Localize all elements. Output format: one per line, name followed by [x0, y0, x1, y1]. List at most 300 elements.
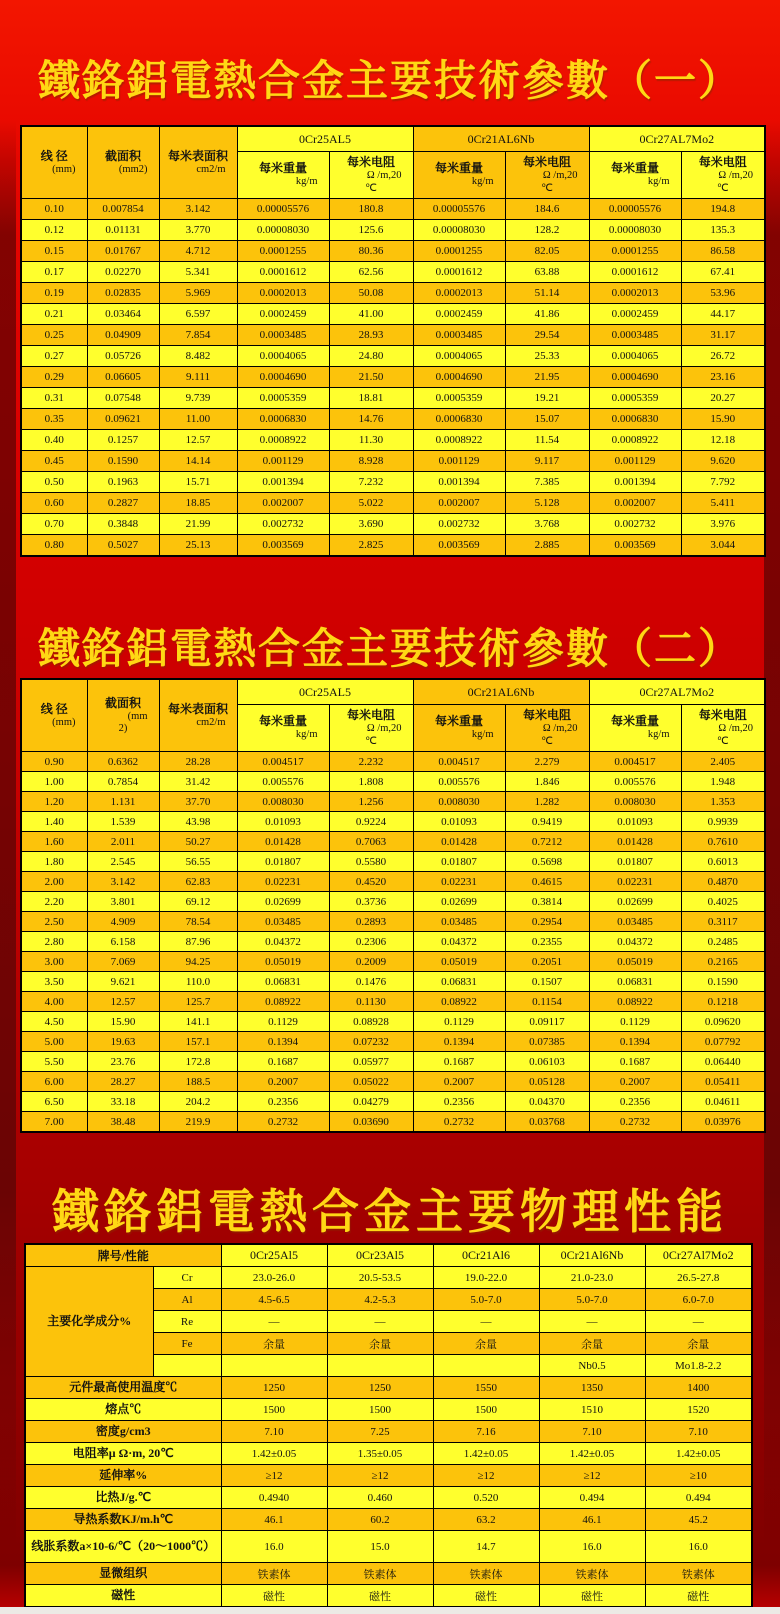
cell: — — [539, 1311, 645, 1333]
cell — [221, 1355, 327, 1377]
cell: 0.10 — [21, 199, 87, 220]
alloy-header: 0Cr25Al5 — [221, 1244, 327, 1267]
cell: 0.1507 — [505, 972, 589, 992]
cell: 0.2007 — [413, 1072, 505, 1092]
cell: 0.01807 — [237, 852, 329, 872]
cell: 0.2732 — [589, 1112, 681, 1133]
cell: 2.545 — [87, 852, 159, 872]
cell: 16.0 — [539, 1531, 645, 1563]
property-label: 密度g/cm3 — [25, 1421, 221, 1443]
cell: 0.2306 — [329, 932, 413, 952]
cell: 0.001129 — [413, 451, 505, 472]
cell: 62.83 — [159, 872, 237, 892]
cell: 0.002007 — [413, 493, 505, 514]
cell: 0.04279 — [329, 1092, 413, 1112]
cell: 7.00 — [21, 1112, 87, 1133]
cell: 0.0008922 — [237, 430, 329, 451]
header-line: 每米电阻 — [698, 155, 747, 170]
cell: 0.003569 — [589, 535, 681, 557]
cell: 0.0001255 — [237, 241, 329, 262]
header-line: Ω /m,20 — [718, 723, 754, 735]
cell: 0.2355 — [505, 932, 589, 952]
cell: 2.00 — [21, 872, 87, 892]
cell: ≥12 — [433, 1465, 539, 1487]
cell: 25.13 — [159, 535, 237, 557]
cell: 46.1 — [539, 1509, 645, 1531]
table-row — [21, 852, 765, 872]
cell: 余量 — [645, 1333, 752, 1355]
cell: 0.45 — [21, 451, 87, 472]
cell: 125.7 — [159, 992, 237, 1012]
cell: 3.50 — [21, 972, 87, 992]
cell: 37.70 — [159, 792, 237, 812]
cell: 余量 — [433, 1333, 539, 1355]
cell: 2.80 — [21, 932, 87, 952]
cell: 21.95 — [505, 367, 589, 388]
cell: 44.17 — [681, 304, 765, 325]
table-row — [21, 772, 765, 792]
cell: 0.02270 — [87, 262, 159, 283]
cell: 0.03690 — [329, 1112, 413, 1133]
table-row — [21, 1012, 765, 1032]
cell: 0.00005576 — [237, 199, 329, 220]
header-line: 每米表面积 — [167, 701, 228, 716]
cell: 0.05019 — [413, 952, 505, 972]
cell: 1.35±0.05 — [327, 1443, 433, 1465]
cell: 0.005576 — [237, 772, 329, 792]
cell: 0.1963 — [87, 472, 159, 493]
cell: 3.690 — [329, 514, 413, 535]
cell: 0.3117 — [681, 912, 765, 932]
header-line: 截面积 — [104, 148, 141, 163]
cell: 0.2009 — [329, 952, 413, 972]
cell: 23.0-26.0 — [221, 1267, 327, 1289]
cell: 0.1129 — [589, 1012, 681, 1032]
property-label: 比热J/g.℃ — [25, 1487, 221, 1509]
table-row — [21, 346, 765, 367]
cell: 12.57 — [159, 430, 237, 451]
cell: 铁素体 — [433, 1563, 539, 1585]
alloy-header: 0Cr21Al6 — [433, 1244, 539, 1267]
sub-header-weight — [413, 705, 505, 752]
cell: 磁性 — [645, 1585, 752, 1608]
cell: 磁性 — [327, 1585, 433, 1608]
cell: 5.411 — [681, 493, 765, 514]
cell: 0.03485 — [413, 912, 505, 932]
cell: 1350 — [539, 1377, 645, 1399]
cell: 0.1394 — [237, 1032, 329, 1052]
cell: 0.03485 — [589, 912, 681, 932]
header-line: ℃ — [541, 735, 553, 747]
cell: 6.158 — [87, 932, 159, 952]
cell: 78.54 — [159, 912, 237, 932]
cell: 0.02835 — [87, 283, 159, 304]
cell: 31.17 — [681, 325, 765, 346]
cell: 0.03768 — [505, 1112, 589, 1133]
cell: 2.825 — [329, 535, 413, 557]
cell: 1.00 — [21, 772, 87, 792]
cell: 0.7610 — [681, 832, 765, 852]
cell: 0.0001255 — [413, 241, 505, 262]
sub-header-resistance — [681, 152, 765, 199]
cell: 1.42±0.05 — [539, 1443, 645, 1465]
header-line: Ω /m,20 — [718, 170, 754, 182]
cell: 135.3 — [681, 220, 765, 241]
cell: 0.01428 — [589, 832, 681, 852]
cell: 0.03464 — [87, 304, 159, 325]
cell: 0.90 — [21, 752, 87, 772]
cell: 0.1154 — [505, 992, 589, 1012]
header-line: 每米表面积 — [167, 148, 228, 163]
cell: 0.4520 — [329, 872, 413, 892]
cell: 0.40 — [21, 430, 87, 451]
table-row — [21, 493, 765, 514]
tech-params-table-1 — [20, 125, 766, 557]
cell: 0.003569 — [413, 535, 505, 557]
cell: 0.2165 — [681, 952, 765, 972]
cell: 0.05019 — [237, 952, 329, 972]
cell: 4.50 — [21, 1012, 87, 1032]
cell: 0.001129 — [589, 451, 681, 472]
cell: 0.02231 — [589, 872, 681, 892]
table-row — [21, 892, 765, 912]
cell: 0.01807 — [589, 852, 681, 872]
cell: 16.0 — [221, 1531, 327, 1563]
cell: 0.4940 — [221, 1487, 327, 1509]
header-line: cm2/m — [196, 716, 226, 728]
cell: 7.10 — [539, 1421, 645, 1443]
cell: 1500 — [433, 1399, 539, 1421]
cell: 12.57 — [87, 992, 159, 1012]
property-row — [25, 1585, 752, 1608]
table-row — [21, 241, 765, 262]
cell: 0.460 — [327, 1487, 433, 1509]
left-vignette — [0, 120, 16, 1550]
cell: 20.5-53.5 — [327, 1267, 433, 1289]
cell: 7.232 — [329, 472, 413, 493]
cell: 0.05726 — [87, 346, 159, 367]
cell: 0.29 — [21, 367, 87, 388]
table-row — [21, 535, 765, 557]
sub-header-weight — [589, 705, 681, 752]
property-row — [25, 1421, 752, 1443]
cell: 19.0-22.0 — [433, 1267, 539, 1289]
cell: 63.88 — [505, 262, 589, 283]
alloy-group-header: 0Cr27AL7Mo2 — [589, 679, 765, 705]
cell: 0.01093 — [237, 812, 329, 832]
cell: 6.00 — [21, 1072, 87, 1092]
cell: 0.1394 — [413, 1032, 505, 1052]
cell: 0.17 — [21, 262, 87, 283]
cell: 28.28 — [159, 752, 237, 772]
cell: Mo1.8-2.2 — [645, 1355, 752, 1377]
cell: 0.002007 — [589, 493, 681, 514]
table-row — [21, 952, 765, 972]
cell: 7.25 — [327, 1421, 433, 1443]
alloy-group-header: 0Cr27AL7Mo2 — [589, 126, 765, 152]
header-line: 每米重量 — [611, 714, 660, 729]
cell: 0.494 — [645, 1487, 752, 1509]
cell: 0.31 — [21, 388, 87, 409]
cell: 0.1476 — [329, 972, 413, 992]
col-header-diameter — [21, 679, 87, 752]
table-row — [21, 262, 765, 283]
cell: 0.005576 — [413, 772, 505, 792]
cell: 0.2356 — [589, 1092, 681, 1112]
cell: 14.76 — [329, 409, 413, 430]
cell: 0.001129 — [237, 451, 329, 472]
cell: 0.3814 — [505, 892, 589, 912]
cell: 0.0002013 — [589, 283, 681, 304]
cell: 0.1590 — [681, 972, 765, 992]
cell: 1.256 — [329, 792, 413, 812]
cell: 0.9224 — [329, 812, 413, 832]
alloy-header: 0Cr27Al7Mo2 — [645, 1244, 752, 1267]
sub-header-resistance — [329, 705, 413, 752]
cell: 0.04370 — [505, 1092, 589, 1112]
cell: 50.08 — [329, 283, 413, 304]
cell: 0.04611 — [681, 1092, 765, 1112]
cell: 21.50 — [329, 367, 413, 388]
cell: 0.0001612 — [589, 262, 681, 283]
property-label: 熔点℃ — [25, 1399, 221, 1421]
cell: ≥12 — [327, 1465, 433, 1487]
header-line: 截面积 — [104, 695, 141, 710]
cell: 0.0004065 — [413, 346, 505, 367]
cell: 0.2356 — [237, 1092, 329, 1112]
cell: 1.808 — [329, 772, 413, 792]
cell: 1550 — [433, 1377, 539, 1399]
cell: 1400 — [645, 1377, 752, 1399]
alloy-group-header: 0Cr25AL5 — [237, 126, 413, 152]
cell: 0.08928 — [329, 1012, 413, 1032]
cell: 0.08922 — [237, 992, 329, 1012]
cell: 铁素体 — [539, 1563, 645, 1585]
header-line: 线 径 — [40, 701, 68, 716]
cell: 1.42±0.05 — [433, 1443, 539, 1465]
cell: 2.232 — [329, 752, 413, 772]
chem-row — [25, 1267, 752, 1289]
cell: 0.007854 — [87, 199, 159, 220]
cell: 43.98 — [159, 812, 237, 832]
cell: 2.50 — [21, 912, 87, 932]
cell: 3.142 — [87, 872, 159, 892]
cell: 1.60 — [21, 832, 87, 852]
cell: 0.09620 — [681, 1012, 765, 1032]
cell: 9.621 — [87, 972, 159, 992]
cell: 128.2 — [505, 220, 589, 241]
cell: 0.0006830 — [237, 409, 329, 430]
sub-header-weight — [589, 152, 681, 199]
cell: 0.0002459 — [589, 304, 681, 325]
table-row — [21, 409, 765, 430]
cell: 1.539 — [87, 812, 159, 832]
cell: 0.5027 — [87, 535, 159, 557]
cell: 2.279 — [505, 752, 589, 772]
cell: 0.0004065 — [589, 346, 681, 367]
cell: 204.2 — [159, 1092, 237, 1112]
cell: 3.768 — [505, 514, 589, 535]
cell: 0.002732 — [237, 514, 329, 535]
element-cell: Fe — [153, 1333, 221, 1355]
header-line: ℃ — [365, 182, 377, 194]
cell: 5.0-7.0 — [539, 1289, 645, 1311]
cell: 24.80 — [329, 346, 413, 367]
cell: 3.801 — [87, 892, 159, 912]
cell: 0.0008922 — [589, 430, 681, 451]
cell: 0.01131 — [87, 220, 159, 241]
cell: 3.142 — [159, 199, 237, 220]
cell: 3.044 — [681, 535, 765, 557]
cell: 0.08922 — [589, 992, 681, 1012]
cell: 6.50 — [21, 1092, 87, 1112]
cell: 0.02231 — [413, 872, 505, 892]
cell: 0.2827 — [87, 493, 159, 514]
header-line: 每米电阻 — [698, 708, 747, 723]
cell: 0.03976 — [681, 1112, 765, 1133]
cell: 4.712 — [159, 241, 237, 262]
cell: 0.7063 — [329, 832, 413, 852]
cell: 11.30 — [329, 430, 413, 451]
cell: ≥12 — [221, 1465, 327, 1487]
cell: Nb0.5 — [539, 1355, 645, 1377]
cell: 41.00 — [329, 304, 413, 325]
property-label: 电阻率μ Ω·m, 20℃ — [25, 1443, 221, 1465]
col-header-surface — [159, 126, 237, 199]
cell: 110.0 — [159, 972, 237, 992]
property-row — [25, 1377, 752, 1399]
cell: 28.93 — [329, 325, 413, 346]
cell: 87.96 — [159, 932, 237, 952]
table-row — [21, 1032, 765, 1052]
cell: 0.00005576 — [589, 199, 681, 220]
cell: 0.07232 — [329, 1032, 413, 1052]
cell: 9.117 — [505, 451, 589, 472]
cell: 1.131 — [87, 792, 159, 812]
cell: 7.854 — [159, 325, 237, 346]
cell: 0.520 — [433, 1487, 539, 1509]
header-line: kg/m — [295, 729, 318, 741]
cell: 0.08922 — [413, 992, 505, 1012]
cell: 19.63 — [87, 1032, 159, 1052]
alloy-group-header: 0Cr21AL6Nb — [413, 126, 589, 152]
cell: 磁性 — [433, 1585, 539, 1608]
table-row — [21, 367, 765, 388]
cell: 1250 — [221, 1377, 327, 1399]
cell: — — [221, 1311, 327, 1333]
cell: 0.01767 — [87, 241, 159, 262]
cell: 0.0002459 — [413, 304, 505, 325]
cell: 21.99 — [159, 514, 237, 535]
cell: 0.0004690 — [589, 367, 681, 388]
cell: 7.069 — [87, 952, 159, 972]
header-line: (mm) — [52, 716, 76, 728]
cell: 1520 — [645, 1399, 752, 1421]
cell: 0.494 — [539, 1487, 645, 1509]
cell: 0.06605 — [87, 367, 159, 388]
cell: 0.0008922 — [413, 430, 505, 451]
header-row — [25, 1244, 752, 1267]
header-line: cm2/m — [196, 163, 226, 175]
cell: 0.2954 — [505, 912, 589, 932]
title-tech-params-1: 鐵鉻鋁電熱合金主要技術參數（一） — [37, 59, 742, 106]
cell: 0.4870 — [681, 872, 765, 892]
cell: 51.14 — [505, 283, 589, 304]
property-row — [25, 1563, 752, 1585]
corner-header-grade-property: 牌号/性能 — [25, 1244, 221, 1267]
cell: 0.12 — [21, 220, 87, 241]
cell: 铁素体 — [645, 1563, 752, 1585]
table-row — [21, 304, 765, 325]
cell: 18.85 — [159, 493, 237, 514]
cell: 0.1218 — [681, 992, 765, 1012]
cell: 9.620 — [681, 451, 765, 472]
cell: 1250 — [327, 1377, 433, 1399]
cell: 53.96 — [681, 283, 765, 304]
sub-header-resistance — [505, 705, 589, 752]
cell: 铁素体 — [221, 1563, 327, 1585]
header-line: kg/m — [471, 729, 494, 741]
property-label: 导热系数KJ/m.h℃ — [25, 1509, 221, 1531]
cell: 50.27 — [159, 832, 237, 852]
cell: 余量 — [327, 1333, 433, 1355]
cell: 0.05022 — [329, 1072, 413, 1092]
cell: 0.004517 — [413, 752, 505, 772]
sub-header-weight — [413, 152, 505, 199]
cell: 0.1130 — [329, 992, 413, 1012]
cell: 磁性 — [539, 1585, 645, 1608]
cell: 19.21 — [505, 388, 589, 409]
table-row — [21, 812, 765, 832]
table-row — [21, 872, 765, 892]
header-line: 每米重量 — [258, 161, 307, 176]
cell: 7.16 — [433, 1421, 539, 1443]
cell: — — [645, 1311, 752, 1333]
physical-props-table — [24, 1243, 753, 1608]
cell: 0.80 — [21, 535, 87, 557]
cell: 94.25 — [159, 952, 237, 972]
header-line: 每米重量 — [434, 161, 483, 176]
cell: 0.0006830 — [589, 409, 681, 430]
cell: 2.405 — [681, 752, 765, 772]
cell: 0.0004690 — [413, 367, 505, 388]
sub-header-weight — [237, 705, 329, 752]
cell: 0.02699 — [413, 892, 505, 912]
cell: 5.022 — [329, 493, 413, 514]
sub-header-resistance — [505, 152, 589, 199]
cell: 26.5-27.8 — [645, 1267, 752, 1289]
cell: 0.9939 — [681, 812, 765, 832]
cell: 63.2 — [433, 1509, 539, 1531]
cell: 0.01428 — [413, 832, 505, 852]
header-line: Ω /m,20 — [366, 170, 402, 182]
cell: 6.597 — [159, 304, 237, 325]
header-line: Ω /m,20 — [542, 723, 578, 735]
cell: 0.003569 — [237, 535, 329, 557]
cell: 0.02699 — [589, 892, 681, 912]
header-line: kg/m — [647, 729, 670, 741]
bottom-strip — [0, 1607, 780, 1614]
cell: 67.41 — [681, 262, 765, 283]
cell: 16.0 — [645, 1531, 752, 1563]
header-line: (mm) — [52, 163, 76, 175]
property-row — [25, 1399, 752, 1421]
cell: 0.004517 — [589, 752, 681, 772]
cell: 7.385 — [505, 472, 589, 493]
cell: 0.0004065 — [237, 346, 329, 367]
cell: 0.02231 — [237, 872, 329, 892]
cell: 0.2007 — [237, 1072, 329, 1092]
